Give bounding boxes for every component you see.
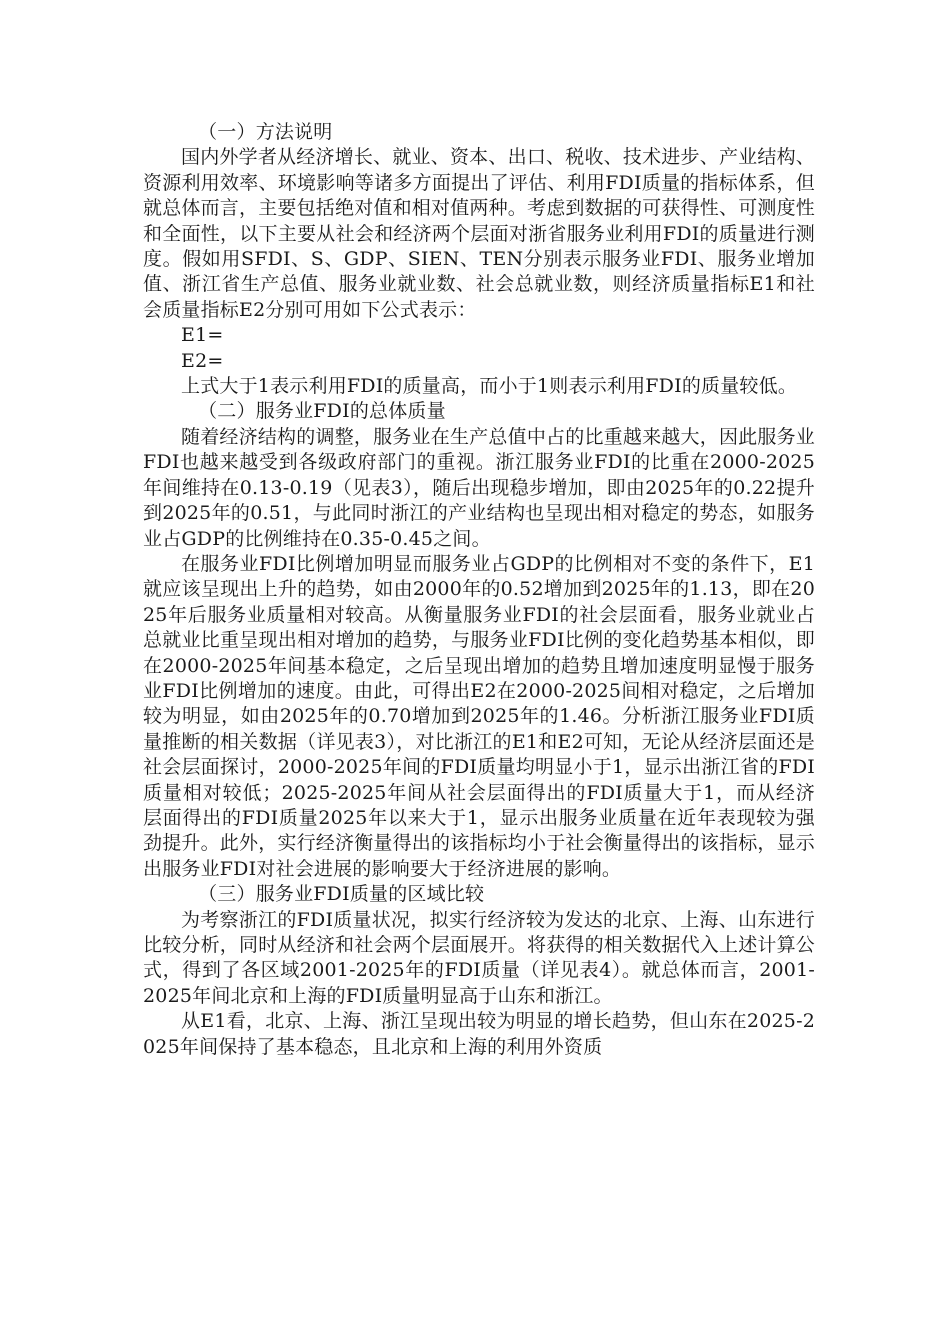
paragraph-regional-comparison-2: 从E1看，北京、上海、浙江呈现出较为明显的增长趋势，但山东在2025-2025年间保持了基本稳态，且北京和上海的利用外资质 [143, 1010, 815, 1058]
section-heading-overall-quality: （二）服务业FDI的总体质量 [198, 400, 446, 423]
paragraph-overall-quality-1: 随着经济结构的调整，服务业在生产总值中占的比重越来越大，因此服务业FDI也越来越受到各级政府部门的重视。浙江服务业FDI的比重在2000-2025年间维持在0.13-0.19（见表3），随后出现稳步增加，即由2025年的0.22提升到2025年的0.51，与此同时浙江的产业结构也呈现出相对稳定的势态，如服务业占GDP的比例维持在0.35-0.45之间。 [143, 425, 815, 550]
paragraph-overall-quality-2: 在服务业FDI比例增加明显而服务业占GDP的比例相对不变的条件下，E1就应该呈现出上升的趋势，如由2000年的0.52增加到2025年的1.13，即在2025年后服务业质量相对较高。从衡量服务业FDI的社会层面看，服务业就业占总就业比重呈现出相对增加的趋势，与服务业FDI比例的变化趋势基本相似，即在2000-2025年间基本稳定，之后呈现出增加的趋势且增加速度明显慢于服务业FDI比例增加的速度。由此，可得出E2在2000-2025间相对稳定，之后增加较为明显，如由2025年的0.70增加到2025年的1.46。分析浙江服务业FDI质量推断的相关数据（详见表3），对比浙江的E1和E2可知，无论从经济层面还是社会层面探讨，2000-2025年间的FDI质量均明显小于1，显示出浙江省的FDI质量相对较低；2025-2025年间从社会层面得出的FDI质量大于1，而从经济层面得出的FDI质量2025年以来大于1，显示出服务业质量在近年表现较为强劲提升。此外，实行经济衡量得出的该指标均小于社会衡量得出的该指标，显示出服务业FDI对社会进展的影响要大于经济进展的影响。 [143, 552, 816, 880]
formula-e2: E2= [181, 349, 224, 372]
section-heading-regional-comparison: （三）服务业FDI质量的区域比较 [198, 883, 485, 906]
section-heading-method: （一）方法说明 [198, 121, 333, 143]
formula-e1: E1= [181, 324, 224, 347]
paragraph-regional-comparison-1: 为考察浙江的FDI质量状况，拟实行经济较为发达的北京、上海、山东进行比较分析，同时从经济和社会两个层面展开。将获得的相关数据代入上述计算公式，得到了各区域2001-2025年的FDI质量（详见表4）。就总体而言，2001-2025年间北京和上海的FDI质量明显高于山东和浙江。 [143, 908, 816, 1007]
paragraph-formula-note: 上式大于1表示利用FDI的质量高，而小于1则表示利用FDI的质量较低。 [181, 375, 798, 398]
document-body [143, 120, 815, 1060]
paragraph-method-intro: 国内外学者从经济增长、就业、资本、出口、税收、技术进步、产业结构、资源利用效率、环境影响等诸多方面提出了评估、利用FDI质量的指标体系，但就总体而言，主要包括绝对值和相对值两种。考虑到数据的可获得性、可测度性和全面性，以下主要从社会和经济两个层面对浙省服务业利用FDI的质量进行测度。假如用SFDI、S、GDP、SIEN、TEN分别表示服务业FDI、服务业增加值、浙江省生产总值、服务业就业数、社会总就业数，则经济质量指标E1和社会质量指标E2分别可用如下公式表示： [143, 146, 816, 321]
